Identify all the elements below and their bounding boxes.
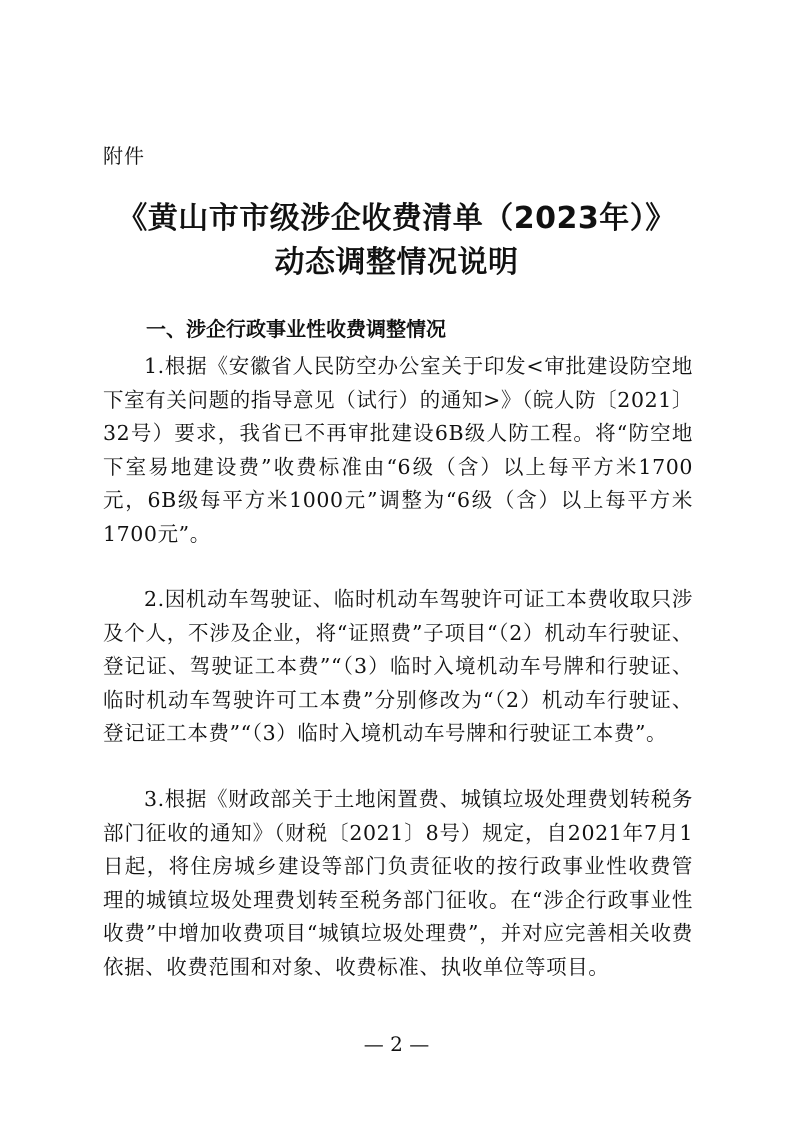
paragraph-3-block: [103, 783, 693, 984]
paragraph-1: 1.根据《安徽省人民防空办公室关于印发<审批建设防空地下室有关问题的指导意见（试行）的通知>》（皖人防〔2021〕32号）要求，我省已不再审批建设6B级人防工程。将“防空地下室易地建设费”收费标准由“6级（含）以上每平方米1700元，6B级每平方米1000元”调整为“6级（含）以上每平方米1700元”。: [103, 354, 693, 546]
document-title-line1: 《黄山市市级涉企收费清单（2023年）》: [117, 201, 676, 236]
page-number: — 2 —: [363, 1032, 430, 1056]
paragraph-2: 2.因机动车驾驶证、临时机动车驾驶许可证工本费收取只涉及个人，不涉及企业，将“证照费”子项目“（2）机动车行驶证、登记证、驾驶证工本费”“（3）临时入境机动车号牌和行驶证、临时机动车驾驶许可工本费”分别修改为“（2）机动车行驶证、登记证工本费”“（3）临时入境机动车号牌和行驶证工本费”。: [103, 587, 693, 745]
section-heading: 一、涉企行政事业性收费调整情况: [146, 317, 446, 341]
document-title-line2: 动态调整情况说明: [274, 245, 519, 280]
attachment-label: 附件: [103, 144, 145, 168]
paragraph-2-block: [103, 583, 693, 751]
paragraph-3: 3.根据《财政部关于土地闲置费、城镇垃圾处理费划转税务部门征收的通知》（财税〔2021〕8号）规定，自2021年7月1日起，将住房城乡建设等部门负责征收的按行政事业性收费管理的城镇垃圾处理费划转至税务部门征收。在“涉企行政事业性收费”中增加收费项目“城镇垃圾处理费”，并对应完善相关收费依据、收费范围和对象、收费标准、执收单位等项目。: [103, 787, 693, 979]
paragraph-1-block: [103, 350, 693, 551]
